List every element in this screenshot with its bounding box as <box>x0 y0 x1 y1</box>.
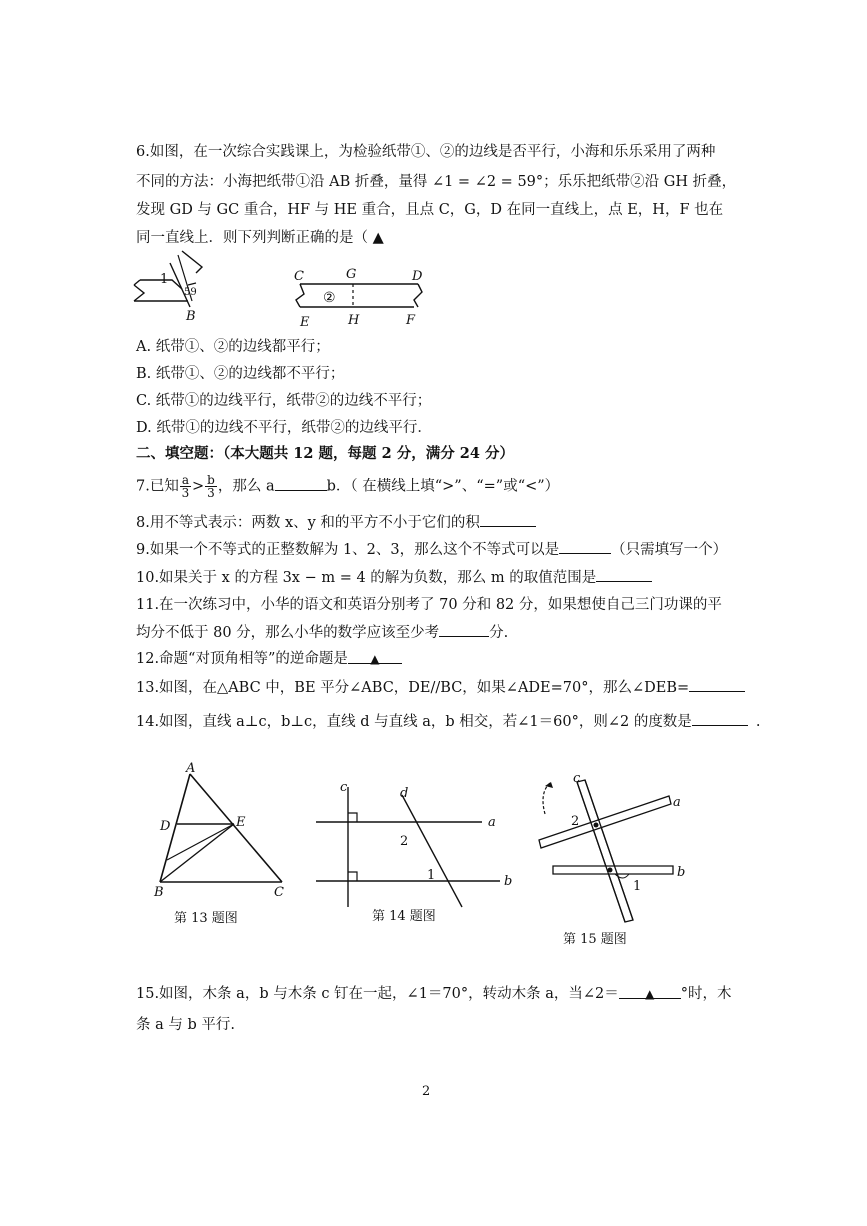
q13 <box>136 677 745 698</box>
q12-triangle: ▲ <box>370 652 380 666</box>
fig13-label-C: C <box>274 885 284 900</box>
q6-right-label-D: D <box>412 269 423 284</box>
q13-answer-blank[interactable] <box>689 677 745 692</box>
q8-answer-blank[interactable] <box>480 512 536 527</box>
q6-right-label-C: C <box>294 269 304 284</box>
q10-answer-blank[interactable] <box>596 567 652 582</box>
fig14-label-c: c <box>340 780 348 795</box>
q6-right-label-E: E <box>300 315 310 330</box>
q9-note: （只需填写一个） <box>611 542 728 558</box>
fig15-label-b: b <box>677 865 686 880</box>
q15-answer-blank[interactable] <box>619 984 681 999</box>
q9-text: 9.如果一个不等式的正整数解为 1、2、3，那么这个不等式可以是 <box>136 542 560 558</box>
fig14-label-d: d <box>400 786 409 801</box>
q14 <box>136 711 760 732</box>
fig14-caption: 第 14 题图 <box>372 909 436 924</box>
q15-line1 <box>136 984 732 1004</box>
q6-left-label-59: 59 <box>184 287 197 298</box>
fig14-label-b: b <box>504 874 513 889</box>
q13-text: 13.如图，在△ABC 中，BE 平分∠ABC，DE//BC，如果∠ADE=70°，那么∠DEB= <box>136 680 690 696</box>
q11-text: 均分不低于 80 分，那么小华的数学应该至少考 <box>136 625 440 641</box>
q7-fraction-b: $\frac{b}{3}$ <box>207 473 215 500</box>
q6-option-c: C. 纸带①的边线平行，纸带②的边线不平行； <box>136 393 432 409</box>
fig15-wooden-strips <box>525 770 700 930</box>
q6-figure-left <box>130 245 230 325</box>
fig15-caption: 第 15 题图 <box>563 932 627 947</box>
fig13-label-B: B <box>154 885 164 900</box>
q6-figure-right <box>290 262 430 332</box>
q6-line4: 同一直线上．则下列判断正确的是（ ▲ <box>136 230 384 246</box>
q7-gt: > <box>192 478 205 495</box>
fig14-label-1: 1 <box>427 868 436 883</box>
fig13-caption: 第 13 题图 <box>174 911 238 926</box>
q15-triangle: ▲ <box>645 987 655 1001</box>
q7-mid: ，那么 a <box>217 478 275 495</box>
section-2-heading: 二、填空题：（本大题共 12 题，每题 2 分，满分 24 分） <box>136 445 514 462</box>
q7 <box>136 474 559 499</box>
q11-unit: 分. <box>489 625 509 641</box>
q14-text: 14.如图，直线 a⊥c，b⊥c，直线 d 与直线 a，b 相交，若∠1＝60°，则∠2 的度数是 <box>136 714 692 730</box>
q6-left-label-B: B <box>186 309 196 324</box>
q6-right-label-H: H <box>348 313 360 328</box>
q6-right-label-F: F <box>406 313 416 328</box>
q12-answer-blank[interactable] <box>348 649 402 664</box>
q11-line1: 11.在一次练习中，小华的语文和英语分别考了 70 分和 82 分，如果想使自己三门功课的平 <box>136 597 722 613</box>
fig15-label-1: 1 <box>633 879 642 894</box>
q10-text: 10.如果关于 x 的方程 3x − m = 4 的解为负数，那么 m 的取值范围是 <box>136 570 597 586</box>
q6-right-circle-2: ② <box>323 290 336 306</box>
q6-option-a: A. 纸带①、②的边线都平行； <box>136 339 330 355</box>
q6-left-label-1: 1 <box>160 272 169 287</box>
q7-pre: 7.已知 <box>136 478 179 495</box>
q12 <box>136 649 402 669</box>
q14-end: . <box>755 714 761 730</box>
q14-answer-blank[interactable] <box>692 711 748 726</box>
q6-right-label-G: G <box>346 267 357 282</box>
q8 <box>136 512 536 533</box>
fig15-label-c: c <box>573 771 581 786</box>
fig13-label-A: A <box>186 761 196 776</box>
fig13-triangle <box>150 760 300 900</box>
page-number: 2 <box>422 1084 431 1099</box>
q7-fraction-a: $\frac{a}{3}$ <box>181 473 190 500</box>
q12-text: 12.命题“对顶角相等”的逆命题是 <box>136 651 348 667</box>
fig14-label-2: 2 <box>400 834 409 849</box>
q7-answer-blank[interactable] <box>275 476 327 491</box>
q6-line3: 发现 GD 与 GC 重合，HF 与 HE 重合，且点 C，G，D 在同一直线上，点 E，H，F 也在 <box>136 202 724 218</box>
fig14-parallel-lines <box>310 775 525 915</box>
q9 <box>136 539 727 560</box>
fig14-label-a: a <box>488 815 496 830</box>
q6-line1: 6.如图，在一次综合实践课上，为检验纸带①、②的边线是否平行，小海和乐乐采用了两种 <box>136 144 716 160</box>
q11-answer-blank[interactable] <box>439 622 489 637</box>
q11-line2 <box>136 622 508 643</box>
q15-line2: 条 a 与 b 平行. <box>136 1017 235 1033</box>
fig15-label-a: a <box>673 795 681 810</box>
q6-line2: 不同的方法：小海把纸带①沿 AB 折叠，量得 ∠1 = ∠2 = 59°；乐乐把纸带②沿 GH 折叠， <box>136 174 737 190</box>
q9-answer-blank[interactable] <box>559 539 611 554</box>
q15-text: 15.如图，木条 a，b 与木条 c 钉在一起，∠1＝70°，转动木条 a，当∠2＝ <box>136 986 619 1002</box>
fig13-label-D: D <box>160 819 171 834</box>
fig13-label-E: E <box>236 815 246 830</box>
q15-degree: °时，木 <box>680 986 732 1002</box>
q6-option-d: D. 纸带①的边线不平行，纸带②的边线平行． <box>136 420 432 436</box>
q10 <box>136 567 652 588</box>
q8-text: 8.用不等式表示：两数 x、y 和的平方不小于它们的积 <box>136 515 480 531</box>
q7-post: b．（ 在横线上填“>”、“=”或“<”） <box>326 478 560 495</box>
fig15-label-2: 2 <box>571 814 580 829</box>
q6-option-b: B. 纸带①、②的边线都不平行； <box>136 366 345 382</box>
